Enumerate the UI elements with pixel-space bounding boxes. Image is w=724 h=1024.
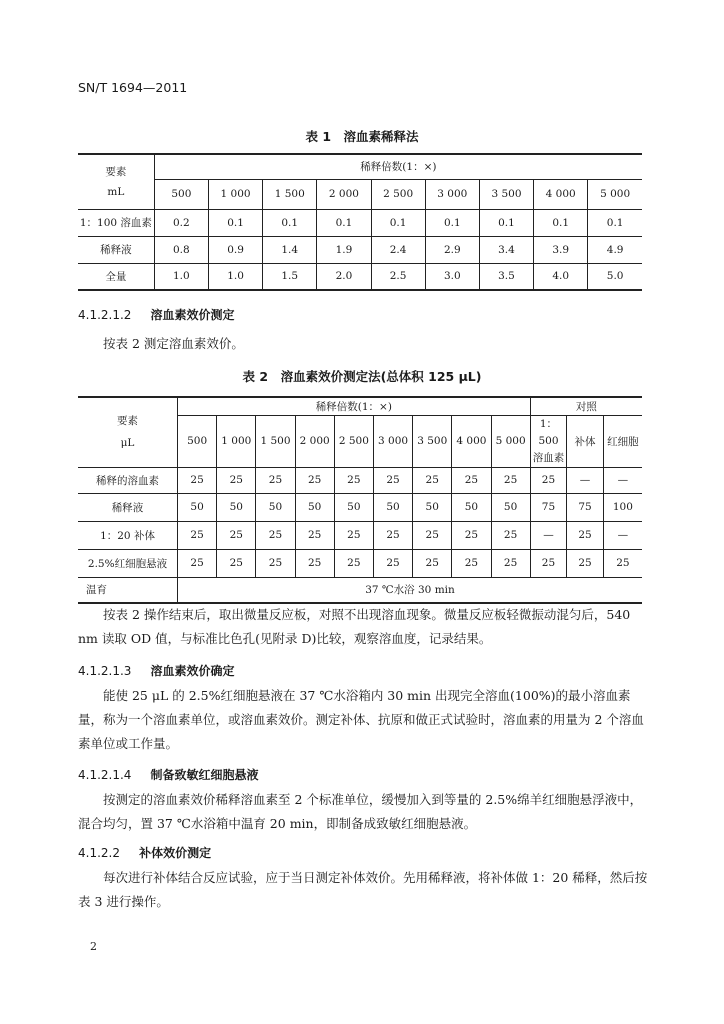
section-title: 溶血素效价测定 (150, 308, 235, 322)
table1-cell: 1.5 (263, 263, 317, 290)
table2-cell: — (603, 467, 642, 493)
table2-cell: 25 (334, 467, 373, 493)
table1-col-header: 2 500 (371, 179, 425, 209)
table2-cell: 25 (178, 467, 217, 493)
table1-col-header: 1 500 (263, 179, 317, 209)
table1-cell: 1.0 (154, 263, 208, 290)
table2-cell: 50 (452, 493, 491, 521)
table2-cell: — (567, 467, 604, 493)
table1-corner-top: 要素 (105, 165, 127, 178)
table1-cell: 0.2 (154, 209, 208, 236)
section-title: 溶血素效价确定 (150, 664, 235, 678)
table1-cell: 0.9 (208, 236, 262, 263)
table2-cell: 25 (567, 521, 604, 549)
table2-incubation-label: 温育 (78, 577, 178, 603)
table2-cell: 25 (452, 521, 491, 549)
table2-cell: 25 (178, 549, 217, 577)
table2-cell: 25 (295, 467, 334, 493)
table-row (78, 577, 642, 603)
table-row (78, 493, 642, 521)
table1-cell: 1.9 (317, 236, 371, 263)
table2-control-header: 对照 (530, 397, 642, 415)
table2-cell: 25 (217, 521, 256, 549)
table2-cell: 25 (413, 521, 452, 549)
section-heading-4-1-2-1-3 (78, 660, 235, 679)
table1-cell: 2.4 (371, 236, 425, 263)
table2-cell: 50 (413, 493, 452, 521)
table2-cell: 25 (530, 549, 567, 577)
table2-control-col-complement: 补体 (567, 415, 604, 467)
table1-cell: 2.9 (425, 236, 479, 263)
table2-col-header: 2 000 (295, 415, 334, 467)
section-text: 按表 2 测定溶血素效价。 (103, 336, 244, 351)
table2-control-col-rbc: 红细胞 (603, 415, 642, 467)
table2-cell: 50 (217, 493, 256, 521)
table2-col-header: 5 000 (491, 415, 530, 467)
table2-cell: 25 (373, 521, 412, 549)
table1-cell: 0.1 (534, 209, 588, 236)
table2-control-col1-line1: 1：500 (538, 417, 559, 447)
table2-group-header: 稀释倍数(1：×) (178, 397, 531, 415)
table1-cell: 3.0 (425, 263, 479, 290)
table2-cell: 50 (178, 493, 217, 521)
section-heading-4-1-2-1-4 (78, 764, 259, 783)
table2-cell: 25 (295, 521, 334, 549)
table2-cell: 25 (217, 549, 256, 577)
table2-col-header: 1 500 (256, 415, 295, 467)
table2-col-header: 4 000 (452, 415, 491, 467)
table1-caption: 表 1 溶血素稀释法 (305, 129, 419, 144)
section-number: 4.1.2.1.2 (78, 308, 132, 322)
table2-incubation-value: 37 ℃水浴 30 min (178, 577, 642, 603)
table1-cell: 1.0 (208, 263, 262, 290)
table2-corner-top: 要素 (117, 415, 138, 428)
table1-cell: 5.0 (588, 263, 642, 290)
table1-row-label: 1：100 溶血素 (78, 209, 154, 236)
table1-cell: 0.8 (154, 236, 208, 263)
table1-cell: 0.1 (371, 209, 425, 236)
paragraph-after-table2: 按表 2 操作结束后，取出微量反应板，对照不出现溶血现象。微量反应板轻微振动混匀后，540 nm 读取 OD 值，与标准比色孔(见附录 D)比较，观察溶血度，记录结果。 (78, 607, 631, 646)
table1-cell: 3.9 (534, 236, 588, 263)
section-title: 补体效价测定 (139, 846, 212, 860)
table2-cell: 100 (603, 493, 642, 521)
table2-cell: 50 (491, 493, 530, 521)
table1-cell: 0.1 (208, 209, 262, 236)
table1-cell: 2.5 (371, 263, 425, 290)
table-row (78, 263, 642, 290)
table2-row-label: 稀释液 (78, 493, 178, 521)
table-row (78, 236, 642, 263)
table2-col-header: 2 500 (334, 415, 373, 467)
table-row (78, 467, 642, 493)
table1-corner-bottom: mL (107, 185, 125, 198)
table2-cell: 75 (530, 493, 567, 521)
table1-cell: 0.1 (479, 209, 533, 236)
table2-cell: — (530, 521, 567, 549)
table1-col-header: 3 500 (479, 179, 533, 209)
table1-cell: 4.9 (588, 236, 642, 263)
table2-cell: 75 (567, 493, 604, 521)
table2-cell: 25 (452, 467, 491, 493)
table2-cell: 25 (491, 521, 530, 549)
section-text: 每次进行补体结合反应试验，应于当日测定补体效价。先用稀释液，将补体做 1：20 稀释，然后按表 3 进行操作。 (78, 870, 648, 909)
table1-col-header: 1 000 (208, 179, 262, 209)
table-row (78, 521, 642, 549)
table1-col-header: 3 000 (425, 179, 479, 209)
table2-cell: 25 (603, 549, 642, 577)
table1-col-header: 2 000 (317, 179, 371, 209)
table2-cell: 25 (334, 521, 373, 549)
table2-col-header: 1 000 (217, 415, 256, 467)
table2-cell: 25 (373, 549, 412, 577)
table1-row-label: 稀释液 (78, 236, 154, 263)
table2-cell: 50 (334, 493, 373, 521)
table1-cell: 3.4 (479, 236, 533, 263)
table1-cell: 0.1 (317, 209, 371, 236)
table2-cell: 25 (567, 549, 604, 577)
table2-cell: 25 (217, 467, 256, 493)
section-number: 4.1.2.1.3 (78, 664, 132, 678)
table1-cell: 1.4 (263, 236, 317, 263)
section-heading-4-1-2-1-2 (78, 304, 235, 323)
table2-cell: 25 (178, 521, 217, 549)
table1-row-label: 全量 (78, 263, 154, 290)
table2-cell: 25 (256, 521, 295, 549)
table1-cell: 3.5 (479, 263, 533, 290)
table1-col-header: 5 000 (588, 179, 642, 209)
table1-cell: 0.1 (425, 209, 479, 236)
table2-cell: 25 (530, 467, 567, 493)
table2-cell: 25 (373, 467, 412, 493)
table2-cell: 25 (413, 467, 452, 493)
section-text: 能使 25 μL 的 2.5%红细胞悬液在 37 ℃水浴箱内 30 min 出现完全溶血(100%)的最小溶血素量，称为一个溶血素单位，或溶血素效价。测定补体、抗原和做正式试验时，溶血素的用量为 2 个溶血素单位或工作量。 (78, 688, 644, 751)
page-number: 2 (90, 940, 97, 953)
table2 (78, 396, 642, 604)
table2-control-col-hemolysin (530, 415, 567, 467)
section-title: 制备致敏红细胞悬液 (150, 768, 259, 782)
table2-corner-bottom: μL (120, 437, 135, 450)
document-id: SN/T 1694—2011 (78, 80, 188, 95)
table2-row-label: 2.5%红细胞悬液 (78, 549, 178, 577)
table2-control-col1-line2: 溶血素 (532, 451, 565, 464)
table2-cell: 25 (491, 467, 530, 493)
section-heading-4-1-2-2 (78, 842, 211, 861)
table2-caption: 表 2 溶血素效价测定法(总体积 125 μL) (242, 369, 482, 384)
table2-cell: 25 (334, 549, 373, 577)
table-row (78, 549, 642, 577)
table2-cell: 25 (491, 549, 530, 577)
table1-col-header: 4 000 (534, 179, 588, 209)
table2-cell: 25 (256, 549, 295, 577)
table2-cell: 50 (295, 493, 334, 521)
table2-cell: 25 (295, 549, 334, 577)
table2-cell: 25 (256, 467, 295, 493)
table2-row-label: 1：20 补体 (78, 521, 178, 549)
table1-cell: 0.1 (263, 209, 317, 236)
table2-cell: 25 (452, 549, 491, 577)
table1-cell: 0.1 (588, 209, 642, 236)
table2-corner-cell (78, 397, 178, 467)
table2-cell: 25 (413, 549, 452, 577)
table2-col-header: 3 500 (413, 415, 452, 467)
table2-col-header: 3 000 (373, 415, 412, 467)
table-row (78, 209, 642, 236)
table2-row-label: 稀释的溶血素 (78, 467, 178, 493)
table2-col-header: 500 (178, 415, 217, 467)
section-number: 4.1.2.2 (78, 846, 120, 860)
table1 (78, 153, 642, 291)
table1-cell: 2.0 (317, 263, 371, 290)
table2-cell: 50 (256, 493, 295, 521)
section-text: 按测定的溶血素效价稀释溶血素至 2 个标准单位，缓慢加入到等量的 2.5%绵羊红细胞悬浮液中，混合均匀，置 37 ℃水浴箱中温育 20 min，即制备成致敏红细胞悬液。 (78, 792, 643, 831)
table1-cell: 4.0 (534, 263, 588, 290)
table2-cell: 50 (373, 493, 412, 521)
table2-cell: — (603, 521, 642, 549)
table1-corner-cell (78, 154, 154, 209)
table1-group-header: 稀释倍数(1：×) (154, 154, 642, 179)
section-number: 4.1.2.1.4 (78, 768, 132, 782)
table1-col-header: 500 (154, 179, 208, 209)
